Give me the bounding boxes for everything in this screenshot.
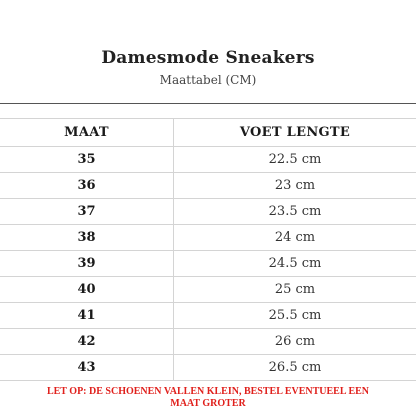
length-cell: 24.5 cm	[268, 256, 322, 271]
size-cell: 41	[0, 303, 174, 328]
table-row	[0, 277, 416, 303]
length-cell: 23.5 cm	[268, 204, 322, 219]
size-cell: 43	[0, 355, 174, 380]
header-divider	[0, 103, 416, 104]
size-cell: 35	[0, 147, 174, 172]
size-warning-notice	[0, 386, 416, 410]
table-row	[0, 303, 416, 329]
length-cell: 26 cm	[274, 334, 316, 349]
table-row	[0, 199, 416, 225]
table-header-row	[0, 119, 416, 147]
size-cell: 40	[0, 277, 174, 302]
size-cell: 36	[0, 173, 174, 198]
length-cell: 23 cm	[274, 178, 316, 193]
length-cell: 22.5 cm	[268, 152, 322, 167]
table-row	[0, 147, 416, 173]
length-cell: 26.5 cm	[268, 360, 322, 375]
table-row	[0, 251, 416, 277]
size-table	[0, 118, 416, 381]
size-cell: 39	[0, 251, 174, 276]
length-cell: 25 cm	[274, 282, 316, 297]
header	[0, 0, 416, 104]
column-header-size: MAAT	[0, 119, 174, 146]
warning-line-1: LET OP: DE SCHOENEN VALLEN KLEIN, BESTEL EVENTUEEL EEN	[46, 386, 370, 397]
size-cell: 38	[0, 225, 174, 250]
size-cell: 42	[0, 329, 174, 354]
table-row	[0, 173, 416, 199]
page-subtitle: Maattabel (CM)	[159, 73, 257, 87]
table-row	[0, 329, 416, 355]
column-header-foot-length: VOET LENGTE	[239, 125, 351, 140]
page-title: Damesmode Sneakers	[101, 48, 315, 68]
length-cell: 24 cm	[274, 230, 316, 245]
length-cell: 25.5 cm	[268, 308, 322, 323]
table-row	[0, 355, 416, 381]
size-cell: 37	[0, 199, 174, 224]
warning-line-2: MAAT GROTER	[170, 398, 246, 409]
table-row	[0, 225, 416, 251]
